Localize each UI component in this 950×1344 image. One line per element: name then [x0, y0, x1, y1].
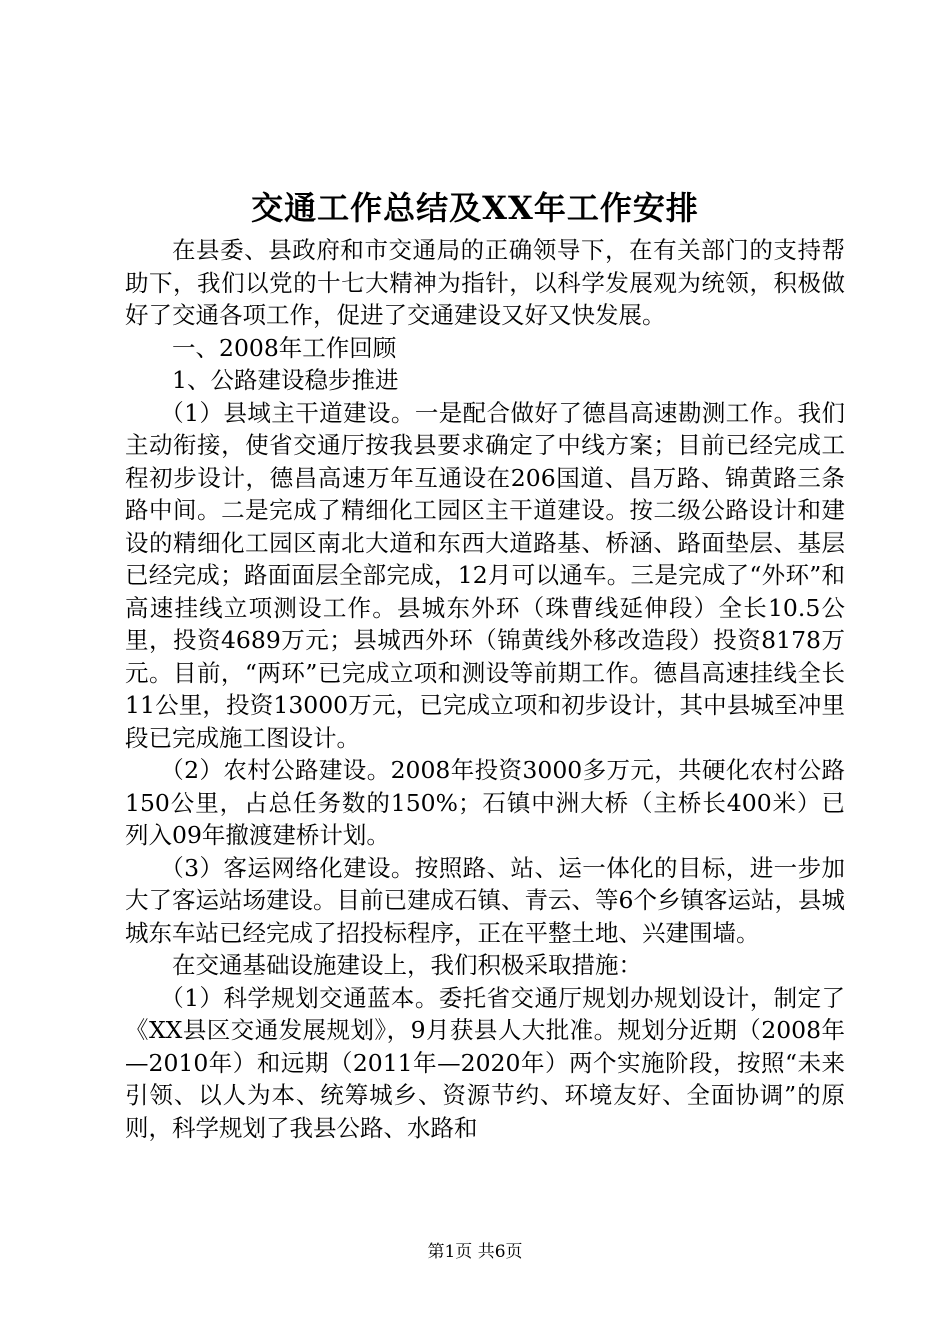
paragraph-intro: 在县委、县政府和市交通局的正确领导下，在有关部门的支持帮助下，我们以党的十七大精神为指针，以科学发展观为统领，积极做好了交通各项工作，促进了交通建设又好又快发展。 [125, 236, 845, 329]
paragraph-item-2: （2）农村公路建设。2008年投资3000多万元，共硬化农村公路150公里，占总任务数的150%；石镇中洲大桥（主桥长400米）已列入09年撤渡建桥计划。 [125, 756, 845, 849]
section-heading: 一、2008年工作回顾 [172, 333, 397, 362]
paragraph-item-1: （1）县域主干道建设。一是配合做好了德昌高速勘测工作。我们主动衔接，使省交通厅按我县要求确定了中线方案；目前已经完成工程初步设计，德昌高速万年互通设在206国道、昌万路、锦黄路三条路中间。二是完成了精细化工园区主干道建设。按二级公路设计和建设的精细化工园区南北大道和东西大道路基、桥涵、路面垫层、基层已经完成；路面面层全部完成，12月可以通车。三是完成了“外环”和高速挂线立项测设工作。县城东外环（珠曹线延伸段）全长10.5公里，投资4689万元；县城西外环（锦黄线外移改造段）投资8178万元。目前，“两环”已完成立项和测设等前期工作。德昌高速挂线全长11公里，投资13000万元，已完成立项和初步设计，其中县城至冲里段已完成施工图设计。 [125, 398, 845, 752]
page-footer: 第1页 共6页 [427, 1242, 523, 1262]
document-title: 交通工作总结及XX年工作安排 [251, 189, 699, 227]
paragraph-measure-1: （1）科学规划交通蓝本。委托省交通厅规划办规划设计，制定了《XX县区交通发展规划》，9月获县人大批准。规划分近期（2008年—2010年）和远期（2011年—2020年）两个实施阶段，按照“未来引领、以人为本、统筹城乡、资源节约、环境友好、全面协调”的原则，科学规划了我县公路、水路和 [125, 983, 845, 1142]
subsection-heading: 1、公路建设稳步推进 [172, 366, 399, 394]
document-body [125, 234, 845, 1144]
paragraph-item-3: （3）客运网络化建设。按照路、站、运一体化的目标，进一步加大了客运站场建设。目前已建成石镇、青云、等6个乡镇客运站，县城城东车站已经完成了招投标程序，正在平整土地、兴建围墙。 [125, 853, 845, 947]
paragraph-measures: 在交通基础设施建设上，我们积极采取措施： [172, 951, 642, 979]
